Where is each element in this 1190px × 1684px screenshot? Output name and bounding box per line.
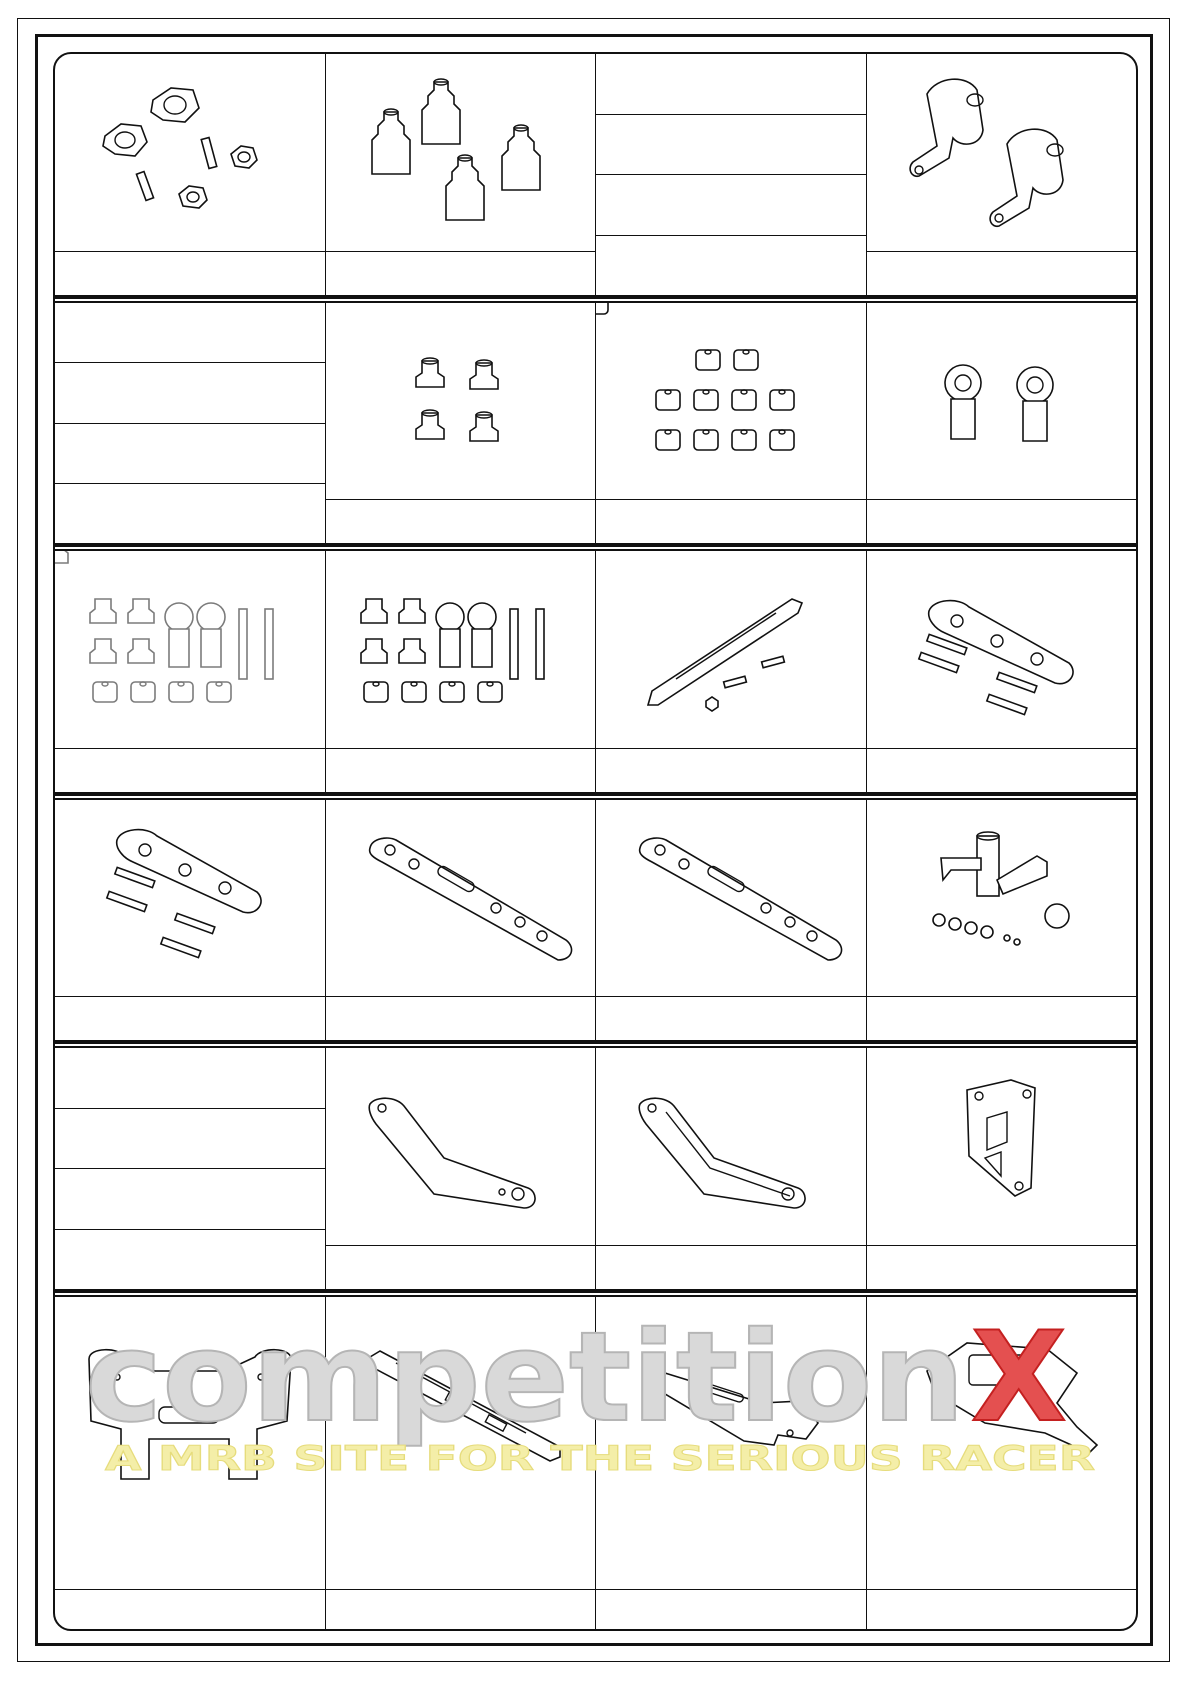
hex-hubs-illustration: [55, 54, 325, 251]
part-label: [326, 251, 596, 295]
part-label: [867, 251, 1137, 295]
suspension-holder-b-illustration: [55, 800, 325, 996]
label-strip: [55, 303, 325, 363]
part-label: [326, 996, 596, 1040]
part-cell-top-deck: [867, 1297, 1137, 1631]
part-label: [596, 996, 866, 1040]
part-cell-shock-boots: [326, 54, 597, 295]
part-cell-suspension-holder: [867, 551, 1137, 792]
label-strip: [55, 1048, 325, 1109]
part-label: [55, 1589, 325, 1631]
part-label: [867, 1245, 1137, 1289]
parts-row-6: [55, 1297, 1136, 1631]
part-cell-shock-tower: [55, 1297, 326, 1631]
front-brace-illustration: [326, 1048, 596, 1245]
part-cell-shock-mount-set-light: [55, 551, 326, 792]
top-deck-illustration: [867, 1297, 1137, 1497]
label-strip: [596, 175, 866, 236]
part-label: [867, 499, 1137, 543]
part-cell-shock-mount-set: [326, 551, 597, 792]
part-label: [55, 996, 325, 1040]
parts-row-5: [55, 1048, 1136, 1291]
parts-row-2: [55, 303, 1136, 545]
suspension-plate-b-illustration: [596, 800, 866, 996]
label-strip: [55, 1230, 325, 1290]
label-strip: [55, 1169, 325, 1230]
part-label: [55, 748, 325, 792]
part-cell-text-strips: [596, 54, 867, 295]
label-strip: [596, 115, 866, 176]
shock-boots-illustration: [326, 54, 596, 251]
part-cell-front-brace: [326, 1048, 597, 1289]
part-label: [326, 748, 596, 792]
part-label: [326, 1589, 596, 1631]
part-label: [596, 1589, 866, 1631]
rear-uprights-illustration: [867, 54, 1137, 251]
shock-mount-set-light-illustration: [55, 551, 325, 748]
label-strip: [55, 1109, 325, 1170]
shock-mount-set-illustration: [326, 551, 596, 748]
part-label: [867, 748, 1137, 792]
part-cell-suspension-holder-b: [55, 800, 326, 1040]
label-strip: [596, 236, 866, 296]
shock-tower-illustration: [55, 1297, 325, 1497]
part-cell-rear-uprights: [867, 54, 1137, 295]
label-strip: [55, 424, 325, 484]
parts-row-4: [55, 800, 1136, 1042]
part-cell-suspension-plate: [326, 800, 597, 1040]
label-strips: [55, 1048, 325, 1289]
part-label: [326, 499, 596, 543]
battery-strap-illustration: [596, 1297, 866, 1497]
steering-link-illustration: [596, 551, 866, 748]
part-cell-text-strips: [55, 1048, 326, 1289]
part-cell-battery-strap: [596, 1297, 867, 1631]
svg-text:X: X: [971, 1320, 1067, 1450]
suspension-plate-illustration: [326, 800, 596, 996]
part-cell-spacers: [596, 303, 867, 543]
parts-grid: [53, 52, 1138, 1631]
rear-brace-illustration: [596, 1048, 866, 1245]
part-cell-steering-link: [596, 551, 867, 792]
part-label: [326, 1245, 596, 1289]
part-cell-rear-brace: [596, 1048, 867, 1289]
label-strip: [596, 54, 866, 115]
pivot-bushings-illustration: [326, 303, 596, 499]
part-label: [596, 1245, 866, 1289]
part-label: [867, 996, 1137, 1040]
parts-row-3: [55, 551, 1136, 794]
part-label: [55, 251, 325, 295]
part-cell-text-strips: [55, 303, 326, 543]
svg-text:A MRB SITE FOR THE SE: A MRB SITE FOR THE SERIOUS RACER: [105, 1439, 1095, 1479]
part-cell-pivot-bushings: [326, 303, 597, 543]
part-cell-steering-bellcrank: [867, 800, 1137, 1040]
part-label: [867, 1589, 1137, 1631]
spacers-illustration: [596, 303, 866, 499]
label-strips: [596, 54, 866, 295]
suspension-holder-illustration: [867, 551, 1137, 748]
part-cell-suspension-plate-b: [596, 800, 867, 1040]
part-label: [596, 748, 866, 792]
label-strip: [55, 484, 325, 543]
label-strip: [55, 363, 325, 423]
parts-row-1: [55, 54, 1136, 297]
motor-mount-illustration: [867, 1048, 1137, 1245]
steering-bellcrank-illustration: [867, 800, 1137, 996]
part-cell-hex-hubs: [55, 54, 326, 295]
chassis-plate-illustration: [326, 1297, 596, 1497]
part-label: [596, 499, 866, 543]
svg-text:competition: competition: [85, 1320, 965, 1450]
part-cell-ball-ends: [867, 303, 1137, 543]
label-strips: [55, 303, 325, 543]
ball-ends-illustration: [867, 303, 1137, 499]
part-cell-motor-mount: [867, 1048, 1137, 1289]
part-cell-chassis-plate: [326, 1297, 597, 1631]
